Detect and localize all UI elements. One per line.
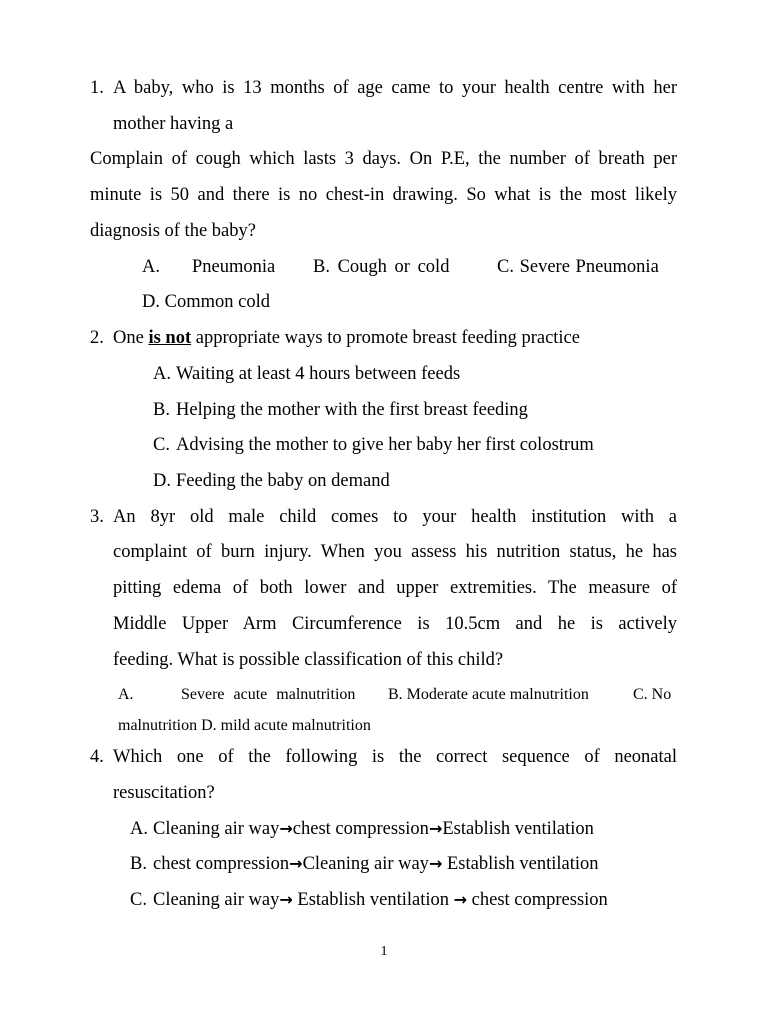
question-stem-line: Complain of cough which lasts 3 days. On P.E, the number of breath per <box>90 149 677 169</box>
arrow-right-icon: → <box>453 890 468 909</box>
arrow-right-icon: → <box>428 819 443 838</box>
question-stem-line: An 8yr old male child comes to your health institution with a <box>113 507 677 527</box>
question-number: 2. <box>90 328 104 348</box>
sequence-step: Establish ventilation <box>442 819 594 839</box>
option-b: B. Cough or cold <box>313 257 450 277</box>
stem-suffix: appropriate ways to promote breast feeding practice <box>195 328 580 348</box>
option-d: Feeding the baby on demand <box>176 471 390 491</box>
question-stem-line: mother having a <box>113 114 234 134</box>
sequence-step: Cleaning air way <box>153 890 280 910</box>
arrow-right-icon: → <box>279 890 293 909</box>
stem-emphasis: is not <box>148 328 192 348</box>
sequence-step: chest compression <box>153 854 290 874</box>
question-stem-line: pitting edema of both lower and upper extremities. The measure of <box>113 578 677 598</box>
option-c-letter: C. <box>130 890 147 910</box>
sequence-step: Establish ventilation <box>292 890 454 910</box>
option-b-letter: B. <box>153 400 170 420</box>
option-a: Pneumonia <box>192 257 276 277</box>
page-number: 1 <box>380 944 388 959</box>
question-stem-line: resuscitation? <box>113 783 215 803</box>
option-b: B. Moderate acute malnutrition <box>388 686 589 703</box>
option-a-letter: A. <box>118 686 134 703</box>
question-number: 4. <box>90 747 104 767</box>
arrow-right-icon: → <box>289 854 303 873</box>
sequence-step: Cleaning air way <box>302 854 429 874</box>
option-c: Advising the mother to give her baby her first colostrum <box>176 435 594 455</box>
question-stem-line: diagnosis of the baby? <box>90 221 256 241</box>
option-a-letter: A. <box>142 257 160 277</box>
question-number: 1. <box>90 78 104 98</box>
option-c-letter: C. <box>153 435 170 455</box>
stem-prefix: One <box>113 328 144 348</box>
arrow-right-icon: → <box>279 819 293 838</box>
question-stem-line: feeding. What is possible classification of this child? <box>113 650 504 670</box>
option-c <box>153 888 608 912</box>
arrow-right-icon: → <box>428 854 443 873</box>
question-stem <box>113 326 580 350</box>
option-b: Helping the mother with the first breast feeding <box>176 400 528 420</box>
question-stem-line: minute is 50 and there is no chest-in drawing. So what is the most likely <box>90 185 677 205</box>
sequence-step: chest compression <box>467 890 608 910</box>
question-stem-line: complaint of burn injury. When you assess his nutrition status, he has <box>113 542 677 562</box>
question-stem-line: A baby, who is 13 months of age came to your health centre with her <box>113 78 677 98</box>
option-b <box>153 852 599 876</box>
option-d-letter: D. <box>153 471 171 491</box>
option-c: C. No <box>633 686 672 703</box>
option-a <box>153 817 594 841</box>
question-number: 3. <box>90 507 104 527</box>
option-a: Waiting at least 4 hours between feeds <box>176 364 461 384</box>
option-c-continued-and-d: malnutrition D. mild acute malnutrition <box>118 717 371 734</box>
sequence-step: Establish ventilation <box>442 854 599 874</box>
sequence-step: Cleaning air way <box>153 819 280 839</box>
option-a-letter: A. <box>153 364 171 384</box>
option-d: D. Common cold <box>142 292 270 312</box>
question-stem-line: Middle Upper Arm Circumference is 10.5cm and he is actively <box>113 614 677 634</box>
option-a: Severe acute malnutrition <box>181 686 356 703</box>
sequence-step: chest compression <box>292 819 429 839</box>
option-b-letter: B. <box>130 854 147 874</box>
option-a-letter: A. <box>130 819 148 839</box>
option-c: C. Severe Pneumonia <box>497 257 659 277</box>
question-stem-line: Which one of the following is the correct sequence of neonatal <box>113 747 677 767</box>
